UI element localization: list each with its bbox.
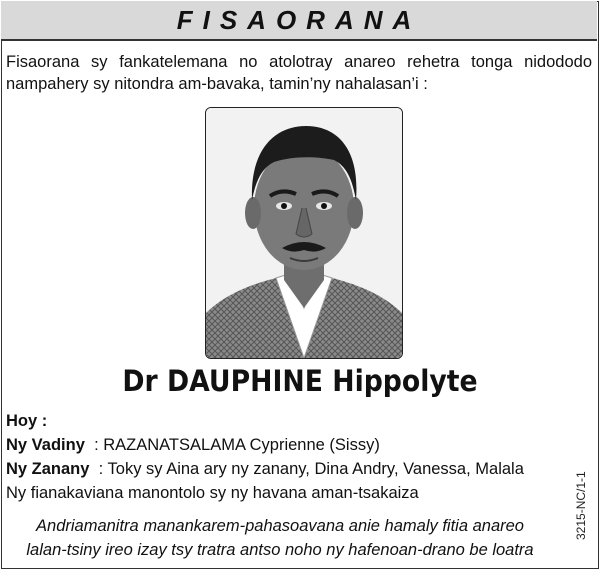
family-section <box>6 409 566 505</box>
portrait-photo <box>205 107 403 359</box>
spouse-label: Ny Vadiny <box>6 436 85 454</box>
spouse-value: : RAZANATSALAMA Cyprienne (Sissy) <box>94 436 380 454</box>
children-value: : Toky sy Aina ary ny zanany, Dina Andry, Vanessa, Malala <box>98 460 524 478</box>
notice-title: FISAORANA <box>176 4 422 35</box>
portrait-figure <box>206 108 402 358</box>
closing-line-1: Andriamanitra manankarem-pahasoavana anie hamaly fitia anareo <box>36 517 524 535</box>
closing-message <box>0 514 560 562</box>
family-heading: Hoy : <box>6 412 48 430</box>
relatives-line: Ny fianakaviana manontolo sy ny havana aman-tsakaiza <box>6 484 419 502</box>
closing-line-2: lalan-tsiny ireo izay tsy tratra antso noho ny hafenoan-drano be loatra <box>26 541 534 559</box>
intro-text: Fisaorana sy fankatelemana no atolotray anareo rehetra tonga nidododo nampahery sy nitondra am-bavaka, tamin’ny nahalasan’i : <box>6 53 592 93</box>
deceased-name: Dr DAUPHINE Hippolyte <box>122 364 478 398</box>
children-label: Ny Zanany <box>6 460 90 478</box>
reference-code: 3215-NC/1-1 <box>574 471 588 540</box>
notice-header <box>1 1 597 41</box>
